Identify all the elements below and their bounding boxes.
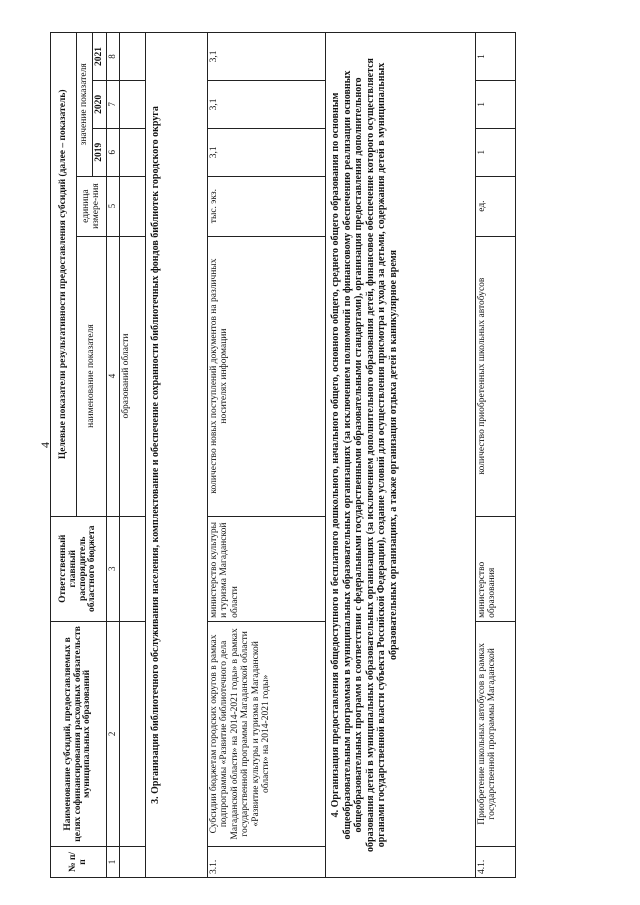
subsidy-table xyxy=(50,32,516,878)
value-2019: 1 xyxy=(476,128,516,176)
subsidy-name: Приобретение школьных автобусов в рамках государственной программы Магаданской xyxy=(476,621,516,846)
section-3-title: 3. Организация библиотечного обслуживания населения, комплектование и обеспечение сохранности библиотечных фондов библиотек городского округа xyxy=(146,33,208,878)
value-2019: 3,1 xyxy=(208,128,326,176)
unit: ед. xyxy=(476,176,516,236)
table-row xyxy=(120,33,146,878)
column-number: 4 xyxy=(107,236,120,516)
indicator-text: образований области xyxy=(120,236,146,516)
value-2020: 1 xyxy=(476,80,516,128)
table-row-4-1 xyxy=(476,33,516,878)
section-4-title: 4. Организация предоставления общедоступного и бесплатного дошкольного, начального общего, основного общего, среднего общего образования по основным общеобразовательным программам в муниципальных образовательных организациях (за исключением полномочий по финансовому обеспечению реализации основных общеобразовательных программ в соответствии с федеральными государственными образовательными стандартами), организация предоставления дополнительного образования детей в муниципальных образовательных организациях (за исключением дополнительного образования детей, финансовое обеспечение которого осуществляется органами государственной власти субъекта Российской Федерации), создание условий для осуществления присмотра и ухода за детьми, содержания детей в муниципальных образовательных организациях, а также организация отдыха детей в каникулярное время xyxy=(326,33,476,878)
column-number: 3 xyxy=(107,516,120,621)
header-year: 2020 xyxy=(93,80,107,128)
indicator-name: количество приобретенных школьных автобусов xyxy=(476,236,516,516)
page-number: 4 xyxy=(38,442,52,448)
row-number: 4.1. xyxy=(476,846,516,877)
column-number: 2 xyxy=(107,621,120,846)
value-2020: 3,1 xyxy=(208,80,326,128)
header-targets: Целевые показатели результативности предоставления субсидий (далее – показатель) xyxy=(51,33,77,517)
column-number-row xyxy=(107,33,120,878)
header-subsidy-name: Наименование субсидий, предоставляемых в целях софинансирования расходных обязательств муниципальных образований xyxy=(51,621,107,846)
subsidy-name: Субсидии бюджетам городских округов в рамках подпрограммы «Развитие библиотечного дела Магаданской области» на 2014-2021 годы» в рамках государственной программы Магаданской области «Развитие культуры и туризма в Магаданской области» на 2014-2021 годы» xyxy=(208,621,326,846)
indicator-name: количество новых поступлений документов на различных носителях информации xyxy=(208,236,326,516)
header-year: 2019 xyxy=(93,128,107,176)
header-admin: Ответственный главный распорядитель областного бюджета xyxy=(51,516,107,621)
row-number: 3.1. xyxy=(208,846,326,877)
admin-name: министерство образования xyxy=(476,516,516,621)
column-number: 6 xyxy=(107,128,120,176)
header-no: № п/п xyxy=(51,846,107,877)
header-indicator: наименование показателя xyxy=(77,236,107,516)
unit: тыс. экз. xyxy=(208,176,326,236)
column-number: 5 xyxy=(107,176,120,236)
header-year: 2021 xyxy=(93,33,107,81)
value-2021: 3,1 xyxy=(208,33,326,81)
header-value: значение показателя xyxy=(77,33,93,177)
section-3-header xyxy=(146,33,208,878)
column-number: 1 xyxy=(107,846,120,877)
admin-name: министерство культуры и туризма Магаданской области xyxy=(208,516,326,621)
table-row-3-1 xyxy=(208,33,326,878)
section-4-header xyxy=(326,33,476,878)
rotated-page xyxy=(50,32,570,878)
header-unit: единица измере-ния xyxy=(77,176,107,236)
column-number: 7 xyxy=(107,80,120,128)
column-number: 8 xyxy=(107,33,120,81)
value-2021: 1 xyxy=(476,33,516,81)
